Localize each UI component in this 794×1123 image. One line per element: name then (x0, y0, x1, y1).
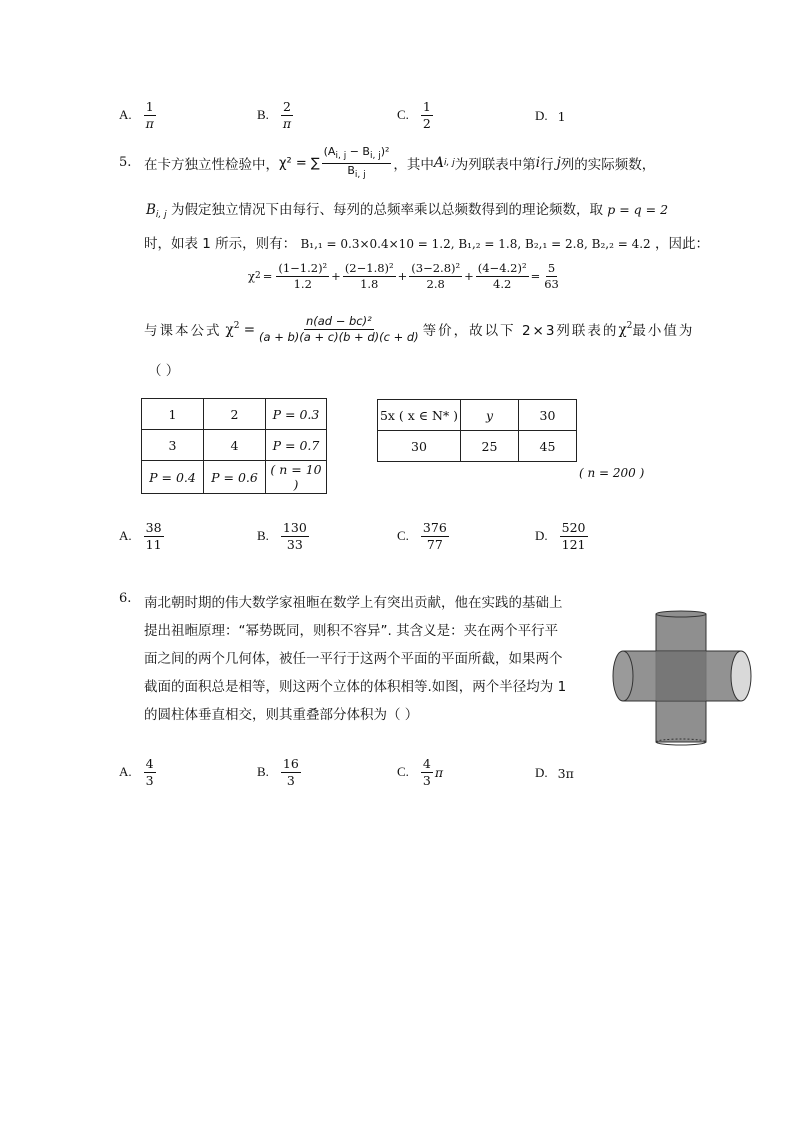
table-cell: ( n = 10 ) (266, 461, 327, 494)
q5-option-b[interactable] (257, 521, 311, 552)
table-cell: 5x ( x ∈ N* ) (378, 400, 461, 431)
q5-line-2: $B_{i, j}$ 为假定独立情况下由每行、每列的总频率乘以总频数得到的理论频数，取 p = q = 2 (146, 202, 669, 220)
option-label: C. (397, 107, 409, 123)
q6-line: 的圆柱体垂直相交，则其重叠部分体积为（ ） (144, 707, 419, 723)
textbook-formula: $\frac{\text{n(ad − bc)²}}{(a + b)(a + c)(b + d)(c + d)}$ (259, 313, 419, 344)
q6-option-c[interactable] (397, 757, 443, 788)
horizontal-cylinder-left-end (613, 651, 633, 701)
option-label: D. (535, 528, 548, 544)
table-cell: 30 (378, 431, 461, 462)
option-label: B. (257, 528, 269, 544)
q5-number: 5. (119, 155, 132, 170)
table-2-note: ( n = 200 ) (579, 466, 645, 480)
q5-line-3: 时，如表 1 所示，则有： B₁,₁ = 0.3×0.4×10 = 1.2, B₁,₂ = 1.8, B₂,₁ = 2.8, B₂,₂ = 4.2 ，因此： (144, 236, 709, 252)
q6-line: 南北朝时期的伟大数学家祖暅在数学上有突出贡献，他在实践的基础上 (144, 595, 563, 611)
option-fraction: $\frac{38}{11}$ (145, 520, 162, 552)
option-label: A. (119, 764, 132, 780)
table-cell: P = 0.6 (204, 461, 266, 494)
option-label: C. (397, 764, 409, 780)
q5-answer-paren: （ ） (148, 363, 180, 379)
q4-option-b[interactable] (257, 100, 295, 131)
q5-option-d[interactable] (535, 521, 590, 552)
option-label: B. (257, 764, 269, 780)
table-cell: 30 (519, 400, 577, 431)
contingency-table-2 (377, 399, 577, 462)
option-label: D. (535, 765, 548, 780)
table-cell: 25 (461, 431, 519, 462)
option-fraction: $\frac{376}{77}$ (422, 520, 447, 552)
q4-option-a[interactable] (119, 100, 158, 131)
table-cell: 1 (142, 399, 204, 430)
option-label: D. (535, 108, 548, 123)
q5-option-a[interactable] (119, 521, 166, 552)
option-value: 3π (557, 765, 574, 781)
q4-option-d[interactable] (535, 108, 566, 124)
table-cell: P = 0.7 (266, 430, 327, 461)
table-cell: y (461, 400, 519, 431)
option-value: $\frac{4}{3}$ π (422, 756, 444, 788)
q6-line: 截面的面积总是相等，则这两个立体的体积相等.如图，两个半径均为 1 (144, 679, 567, 695)
q6-option-d[interactable] (535, 765, 574, 781)
option-fraction: $\frac{4}{3}$ (145, 756, 154, 788)
chi-square-definition: $\frac{(A_{i, j} - B_{i, j})^2}{B_{i, j}}$ (323, 144, 390, 180)
table-cell: P = 0.3 (266, 399, 327, 430)
table-cell: 2 (204, 399, 266, 430)
table-cell: P = 0.4 (142, 461, 204, 494)
table-cell: 3 (142, 430, 204, 461)
q6-option-a[interactable] (119, 757, 158, 788)
chi-square-calculation: χ 2 = $\frac{\text{(1−1.2)²}}{1.2}$ + $\frac{\text{(2−1.8)²}}{1.8}$ + $\frac{\text{(3−2.8)²}}{2.8}$ + $\frac{\text{(4−4.2)²}}{4.2}$ = $\frac{5}{63}$ (248, 261, 559, 291)
q5-option-c[interactable] (397, 521, 451, 552)
q6-line: 提出祖暅原理：“幂势既同，则积不容异”. 其含义是：夹在两个平行平 (144, 623, 559, 639)
option-fraction: $\frac{520}{121}$ (561, 520, 586, 552)
q6-line: 面之间的两个几何体，被任一平行于这两个平面的平面所截，如果两个 (144, 651, 563, 667)
option-label: A. (119, 107, 132, 123)
option-fraction: $\frac{130}{33}$ (282, 520, 307, 552)
q5-line-1: 在卡方独立性检验中， χ² = ∑ $\frac{(A_{i, j} - B_{i, j})^2}{B_{i, j}}$ ，其中 A i, j 为列联表中第 i 行 j 列的实际频数， (144, 144, 656, 180)
q6-number: 6. (119, 591, 132, 606)
q6-option-b[interactable] (257, 757, 303, 788)
option-value: 1 (557, 108, 566, 124)
q5-line-5: 与课本公式 $\chi^2$ = $\frac{\text{n(ad − bc)²}}{(a + b)(a + c)(b + d)(c + d)}$ 等价，故以下 2×3列联表的 $\chi^2$ 最小值为 (144, 313, 695, 344)
option-label: B. (257, 107, 269, 123)
q6-text (144, 589, 566, 729)
overlap-region (656, 651, 706, 701)
option-fraction: $\frac{2}{\pi}$ (282, 99, 292, 131)
option-fraction: $\frac{1}{2}$ (422, 99, 431, 131)
contingency-table-1 (141, 398, 327, 494)
option-fraction: $\frac{16}{3}$ (282, 756, 299, 788)
horizontal-cylinder-right-end (731, 651, 751, 701)
option-label: C. (397, 528, 409, 544)
intersecting-cylinders-figure (608, 606, 756, 750)
option-fraction: $\frac{1}{\pi}$ (145, 99, 154, 131)
table-cell: 4 (204, 430, 266, 461)
option-label: A. (119, 528, 132, 544)
table-cell: 45 (519, 431, 577, 462)
q4-option-c[interactable] (397, 100, 435, 131)
vertical-cylinder-top (656, 611, 706, 617)
